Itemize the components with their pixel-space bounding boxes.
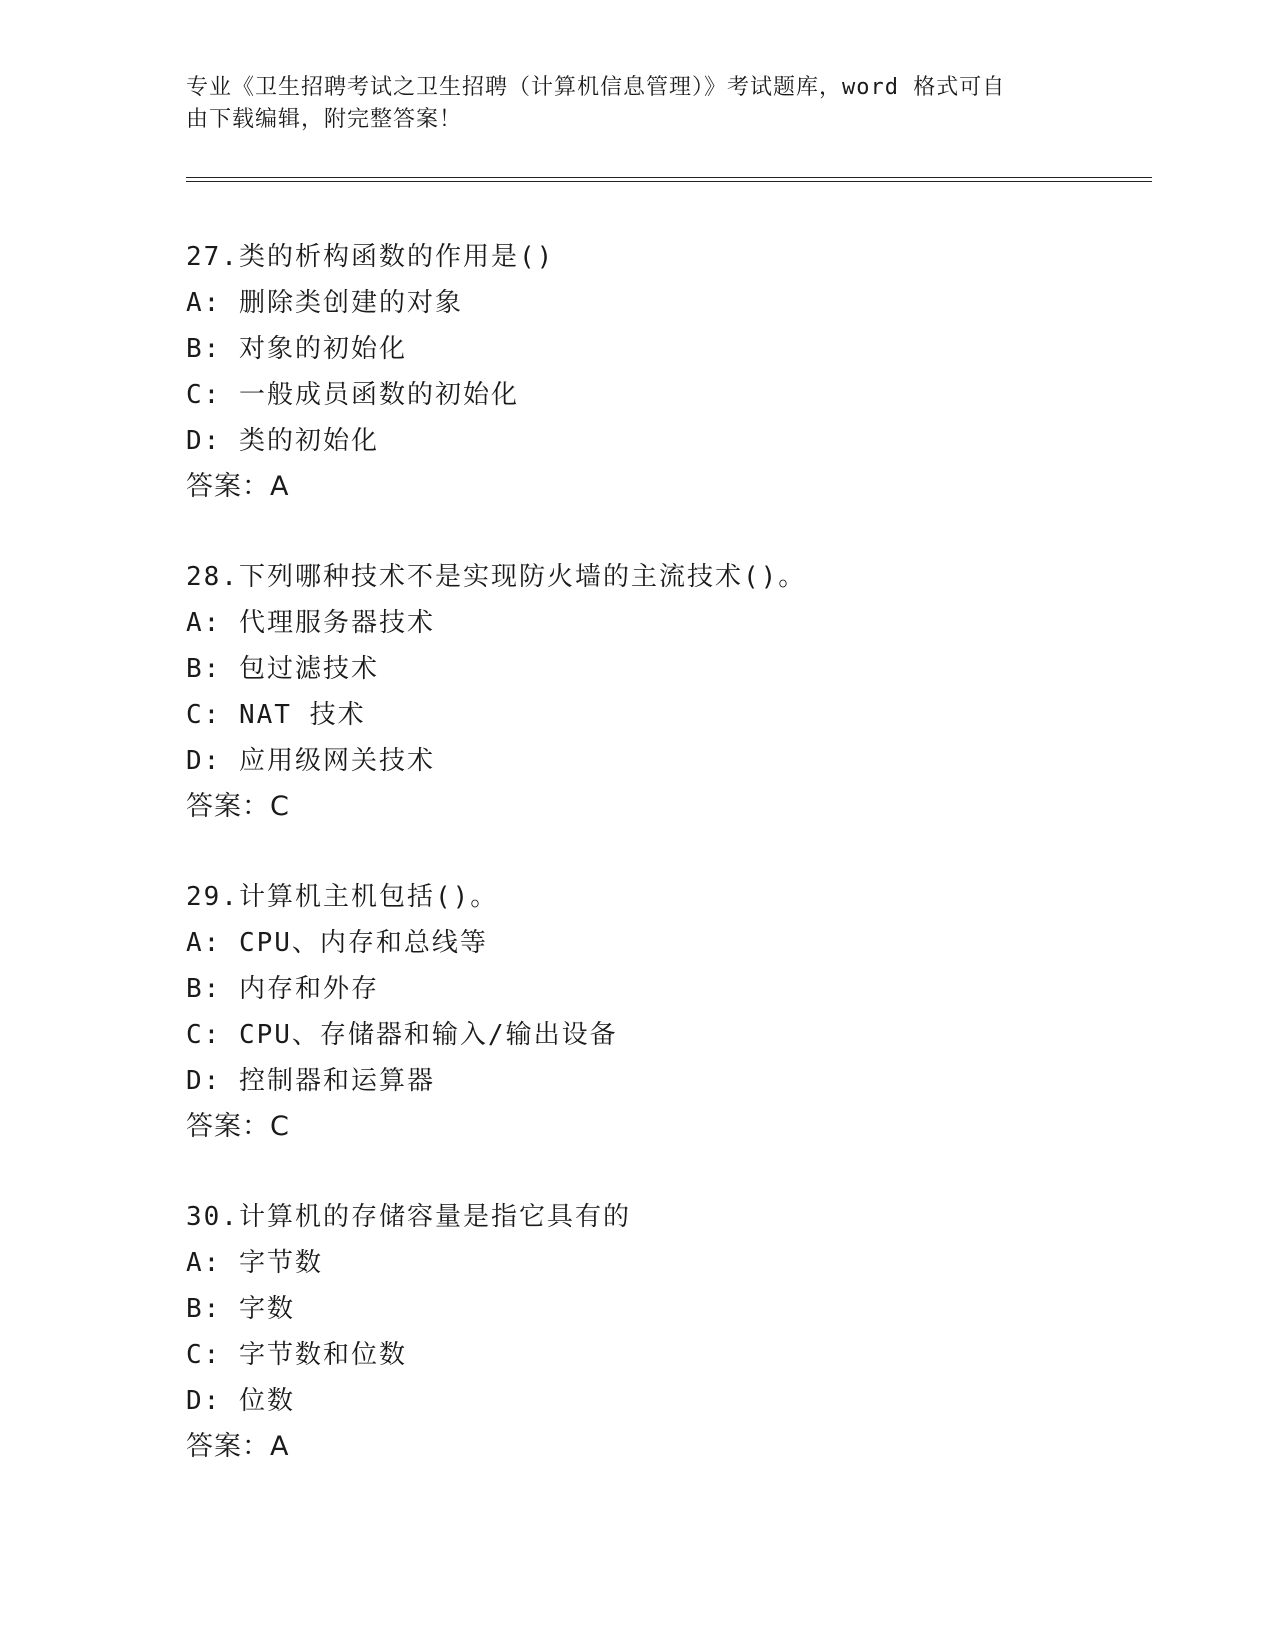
option-c: C: CPU、存储器和输入/输出设备 bbox=[186, 1020, 618, 1050]
answer: 答案：A bbox=[186, 471, 290, 502]
option-d: D: 位数 bbox=[186, 1386, 295, 1416]
answer: 答案：C bbox=[186, 791, 290, 822]
option-b: B: 内存和外存 bbox=[186, 974, 379, 1004]
question-29 bbox=[186, 874, 1146, 1194]
option-d: D: 控制器和运算器 bbox=[186, 1066, 435, 1096]
option-c: C: 一般成员函数的初始化 bbox=[186, 380, 519, 410]
option-c: C: NAT 技术 bbox=[186, 700, 366, 730]
option-b: B: 字数 bbox=[186, 1294, 295, 1324]
option-b: B: 对象的初始化 bbox=[186, 334, 407, 364]
option-a: A: 字节数 bbox=[186, 1248, 323, 1278]
question-list bbox=[186, 234, 1146, 1514]
header-divider-bottom bbox=[186, 181, 1152, 182]
document-header bbox=[186, 72, 1086, 136]
question-stem: 27.类的析构函数的作用是() bbox=[186, 242, 555, 272]
question-stem: 28.下列哪种技术不是实现防火墙的主流技术()。 bbox=[186, 562, 807, 592]
question-27 bbox=[186, 234, 1146, 554]
header-divider-top bbox=[186, 177, 1152, 178]
option-c: C: 字节数和位数 bbox=[186, 1340, 407, 1370]
question-30 bbox=[186, 1194, 1146, 1514]
question-28 bbox=[186, 554, 1146, 874]
header-line-2: 由下载编辑，附完整答案！ bbox=[186, 107, 463, 132]
option-b: B: 包过滤技术 bbox=[186, 654, 379, 684]
answer: 答案：A bbox=[186, 1431, 290, 1462]
header-line-1: 专业《卫生招聘考试之卫生招聘（计算机信息管理）》考试题库，word 格式可自 bbox=[186, 75, 1006, 100]
question-stem: 30.计算机的存储容量是指它具有的 bbox=[186, 1202, 631, 1232]
option-a: A: CPU、内存和总线等 bbox=[186, 928, 488, 958]
option-d: D: 类的初始化 bbox=[186, 426, 379, 456]
question-stem: 29.计算机主机包括()。 bbox=[186, 882, 499, 912]
option-d: D: 应用级网关技术 bbox=[186, 746, 435, 776]
option-a: A: 删除类创建的对象 bbox=[186, 288, 463, 318]
answer: 答案：C bbox=[186, 1111, 290, 1142]
option-a: A: 代理服务器技术 bbox=[186, 608, 435, 638]
